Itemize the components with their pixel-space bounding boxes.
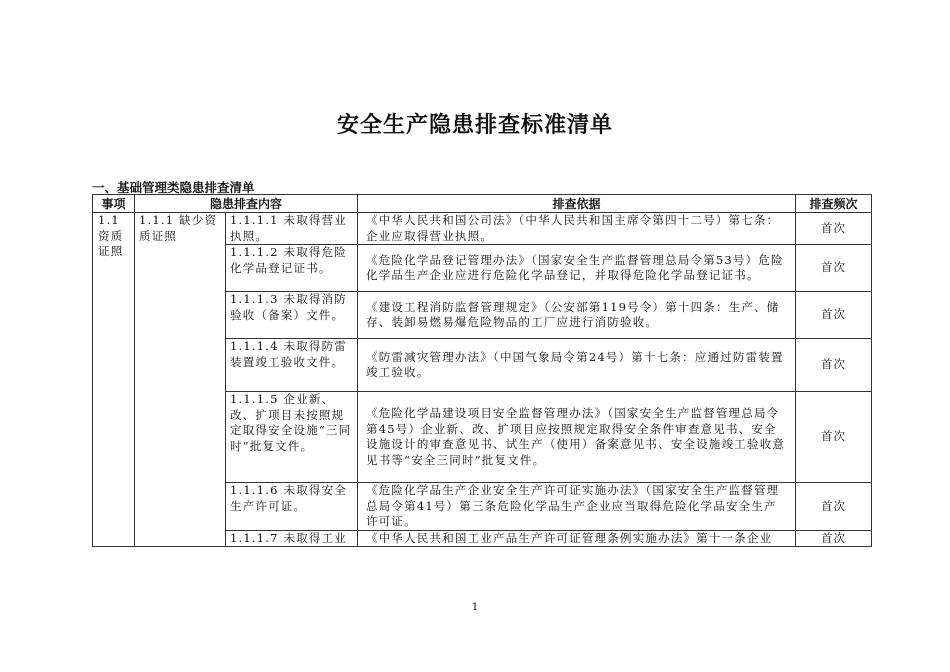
frequency-cell: 首次 [796,339,872,392]
basis-cell: 《危险化学品建设项目安全监督管理办法》（国家安全生产监督管理总局令第45号）企业新、改、扩项目应按照规定取得安全条件审查意见书、安全设施设计的审查意见书、试生产（使用）备案意见书、安全设施竣工验收意见书等“安全三同时”批复文件。 [358,392,796,483]
item-cell: 1.1 资质证照 [93,213,135,547]
document-title: 安全生产隐患排查标准清单 [336,113,613,138]
content-cell: 1.1.1.3 未取得消防验收（备案）文件。 [226,292,358,339]
frequency-cell: 首次 [796,292,872,339]
section-heading: 一、基础管理类隐患排查清单 [92,180,255,195]
content-cell [226,530,358,547]
content-cell: 1.1.1.1 未取得营业执照。 [226,213,358,245]
content-text: 1.1.1.7 未取得工业 [230,530,347,545]
checklist-table [92,194,872,547]
table-row [93,213,872,245]
content-cell: 1.1.1.5 企业新、改、扩项目未按照规定取得安全设施“三同时”批复文件。 [226,392,358,483]
subitem-cell: 1.1.1 缺少资质证照 [135,213,226,547]
basis-text: 《中华人民共和国工业产品生产许可证管理条例实施办法》第十一条企业 [366,530,773,545]
basis-cell: 《中华人民共和国公司法》（中华人民共和国主席令第四十二号）第七条：企业应取得营业执照。 [358,213,796,245]
frequency-cell: 首次 [796,213,872,245]
frequency-cell: 首次 [796,483,872,531]
frequency-cell: 首次 [796,530,872,547]
content-cell: 1.1.1.6 未取得安全生产许可证。 [226,483,358,531]
basis-cell: 《防雷减灾管理办法》（中国气象局令第24号）第十七条：应通过防雷装置竣工验收。 [358,339,796,392]
header-item: 事项 [93,195,135,213]
page-number: 1 [471,602,479,613]
header-content: 隐患排查内容 [135,195,358,213]
frequency-cell: 首次 [796,245,872,292]
basis-cell: 《建设工程消防监督管理规定》（公安部第119号令）第十四条：生产、储存、装卸易燃易爆危险物品的工厂应进行消防验收。 [358,292,796,339]
basis-cell: 《危险化学品登记管理办法》（国家安全生产监督管理总局令第53号）危险化学品生产企业应进行危险化学品登记，并取得危险化学品登记证书。 [358,245,796,292]
header-frequency: 排查频次 [796,195,872,213]
basis-cell: 《危险化学品生产企业安全生产许可证实施办法》（国家安全生产监督管理总局令第41号）第三条危险化学品生产企业应当取得危险化学品安全生产许可证。 [358,483,796,531]
content-cell: 1.1.1.2 未取得危险化学品登记证书。 [226,245,358,292]
header-basis: 排查依据 [358,195,796,213]
basis-cell [358,530,796,547]
frequency-cell: 首次 [796,392,872,483]
content-cell: 1.1.1.4 未取得防雷装置竣工验收文件。 [226,339,358,392]
table-header-row [93,195,872,213]
